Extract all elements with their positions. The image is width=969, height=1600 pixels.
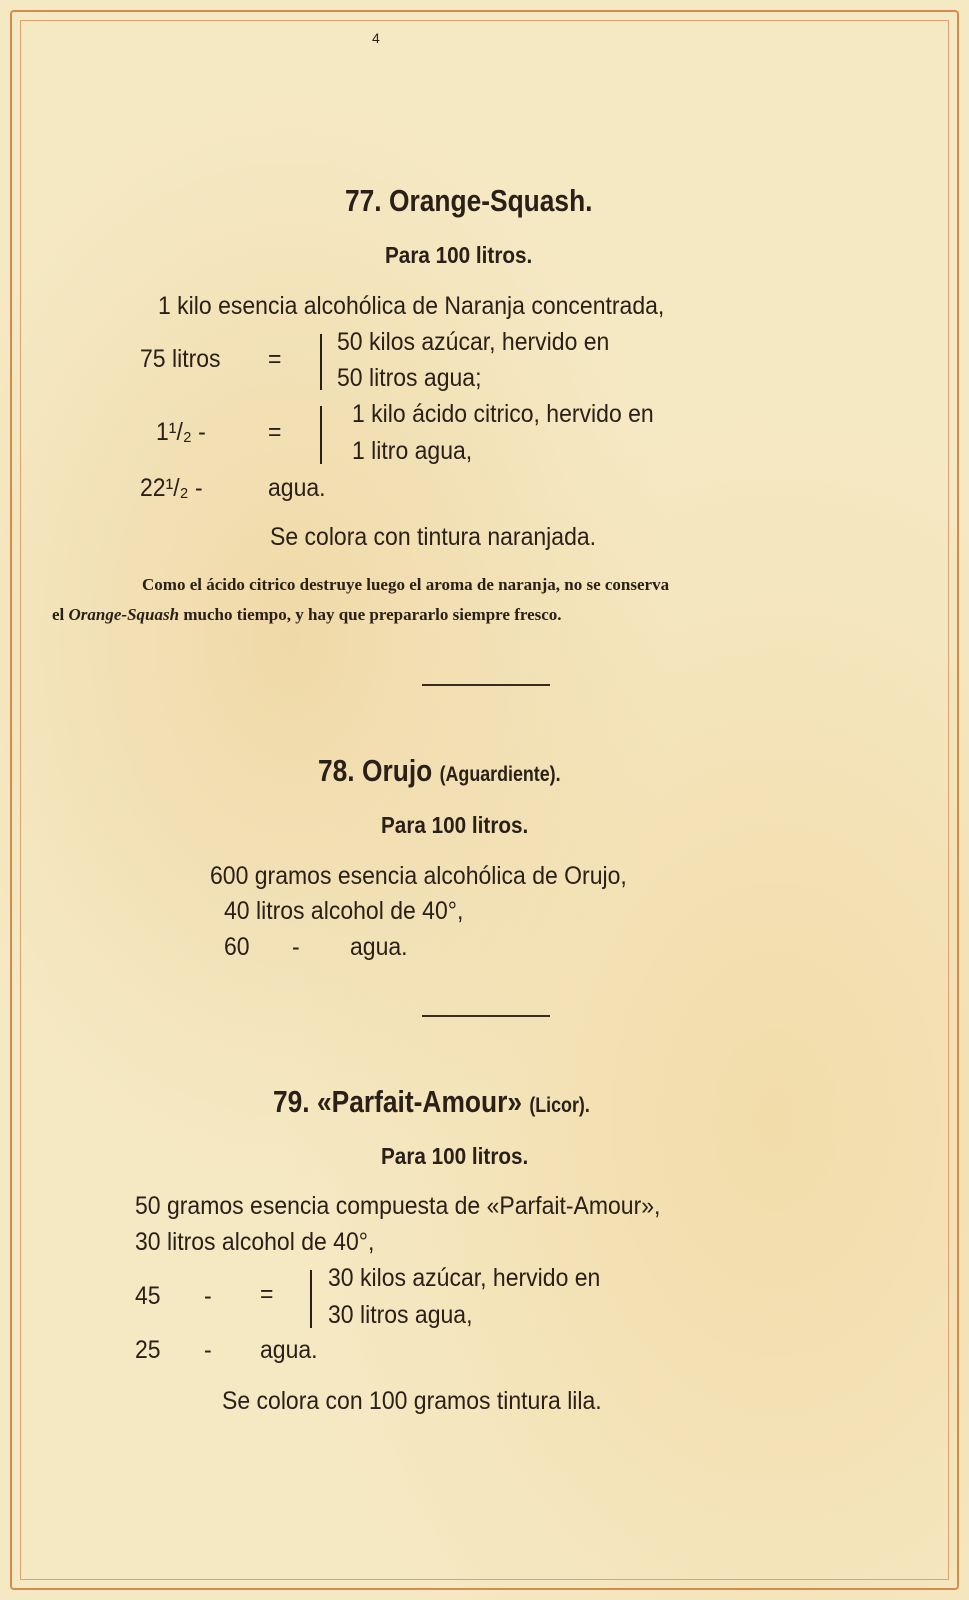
recipe-79-line: 30 litros alcohol de 40°,	[135, 1228, 375, 1256]
recipe-78-line: 600 gramos esencia alcohólica de Orujo,	[210, 862, 627, 890]
recipe-79-title: 79. «Parfait-Amour» (Licor).	[273, 1084, 590, 1119]
dash: -	[204, 1336, 212, 1364]
recipe-79-qty: 45	[135, 1282, 161, 1310]
recipe-77-line: 1 litro agua,	[352, 437, 473, 465]
recipe-78-line: agua.	[350, 933, 408, 961]
recipe-79-qty: 25	[135, 1336, 161, 1364]
recipe-77-title: 77. Orange-Squash.	[345, 183, 593, 218]
recipe-77-note: el Orange-Squash mucho tiempo, y hay que prepararlo siempre fresco.	[52, 605, 562, 624]
recipe-77-line: agua.	[268, 474, 326, 502]
recipe-77-line: 1 kilo esencia alcohólica de Naranja concentrada,	[158, 292, 665, 320]
recipe-77-note: Como el ácido citrico destruye luego el aroma de naranja, no se conserva	[142, 575, 670, 594]
brace	[320, 334, 322, 390]
brace	[320, 406, 322, 464]
recipe-77-color: Se colora con tintura naranjada.	[270, 523, 597, 551]
recipe-77-qty: 22¹/₂ -	[140, 474, 203, 502]
recipe-77-qty: 1¹/₂ -	[156, 418, 206, 446]
equals-sign: =	[260, 1280, 274, 1308]
recipe-79-line: 30 kilos azúcar, hervido en	[328, 1264, 601, 1292]
divider	[422, 1015, 550, 1017]
recipe-78-title: 78. Orujo (Aguardiente).	[318, 753, 561, 788]
recipe-78-qty: 60	[224, 933, 250, 961]
recipe-79-subtitle: Para 100 litros.	[381, 1143, 529, 1169]
dash: -	[204, 1282, 212, 1310]
recipe-77-subtitle: Para 100 litros.	[385, 242, 533, 268]
dash: -	[292, 933, 300, 961]
recipe-77-line: 50 kilos azúcar, hervido en	[337, 328, 610, 356]
equals-sign: =	[268, 418, 282, 446]
recipe-78-subtitle: Para 100 litros.	[381, 812, 529, 838]
recipe-79-line: 50 gramos esencia compuesta de «Parfait-Amour»,	[135, 1192, 661, 1220]
recipe-77-line: 50 litros agua;	[337, 364, 482, 392]
divider	[422, 684, 550, 686]
recipe-79-line: agua.	[260, 1336, 318, 1364]
equals-sign: =	[268, 345, 282, 373]
recipe-78-line: 40 litros alcohol de 40°,	[224, 897, 464, 925]
recipe-79-line: 30 litros agua,	[328, 1301, 473, 1329]
recipe-77-line: 1 kilo ácido citrico, hervido en	[352, 400, 654, 428]
page-marker: 4	[372, 30, 380, 46]
recipe-79-color: Se colora con 100 gramos tintura lila.	[222, 1387, 602, 1415]
recipe-77-qty: 75 litros	[140, 345, 221, 373]
brace	[310, 1270, 312, 1328]
